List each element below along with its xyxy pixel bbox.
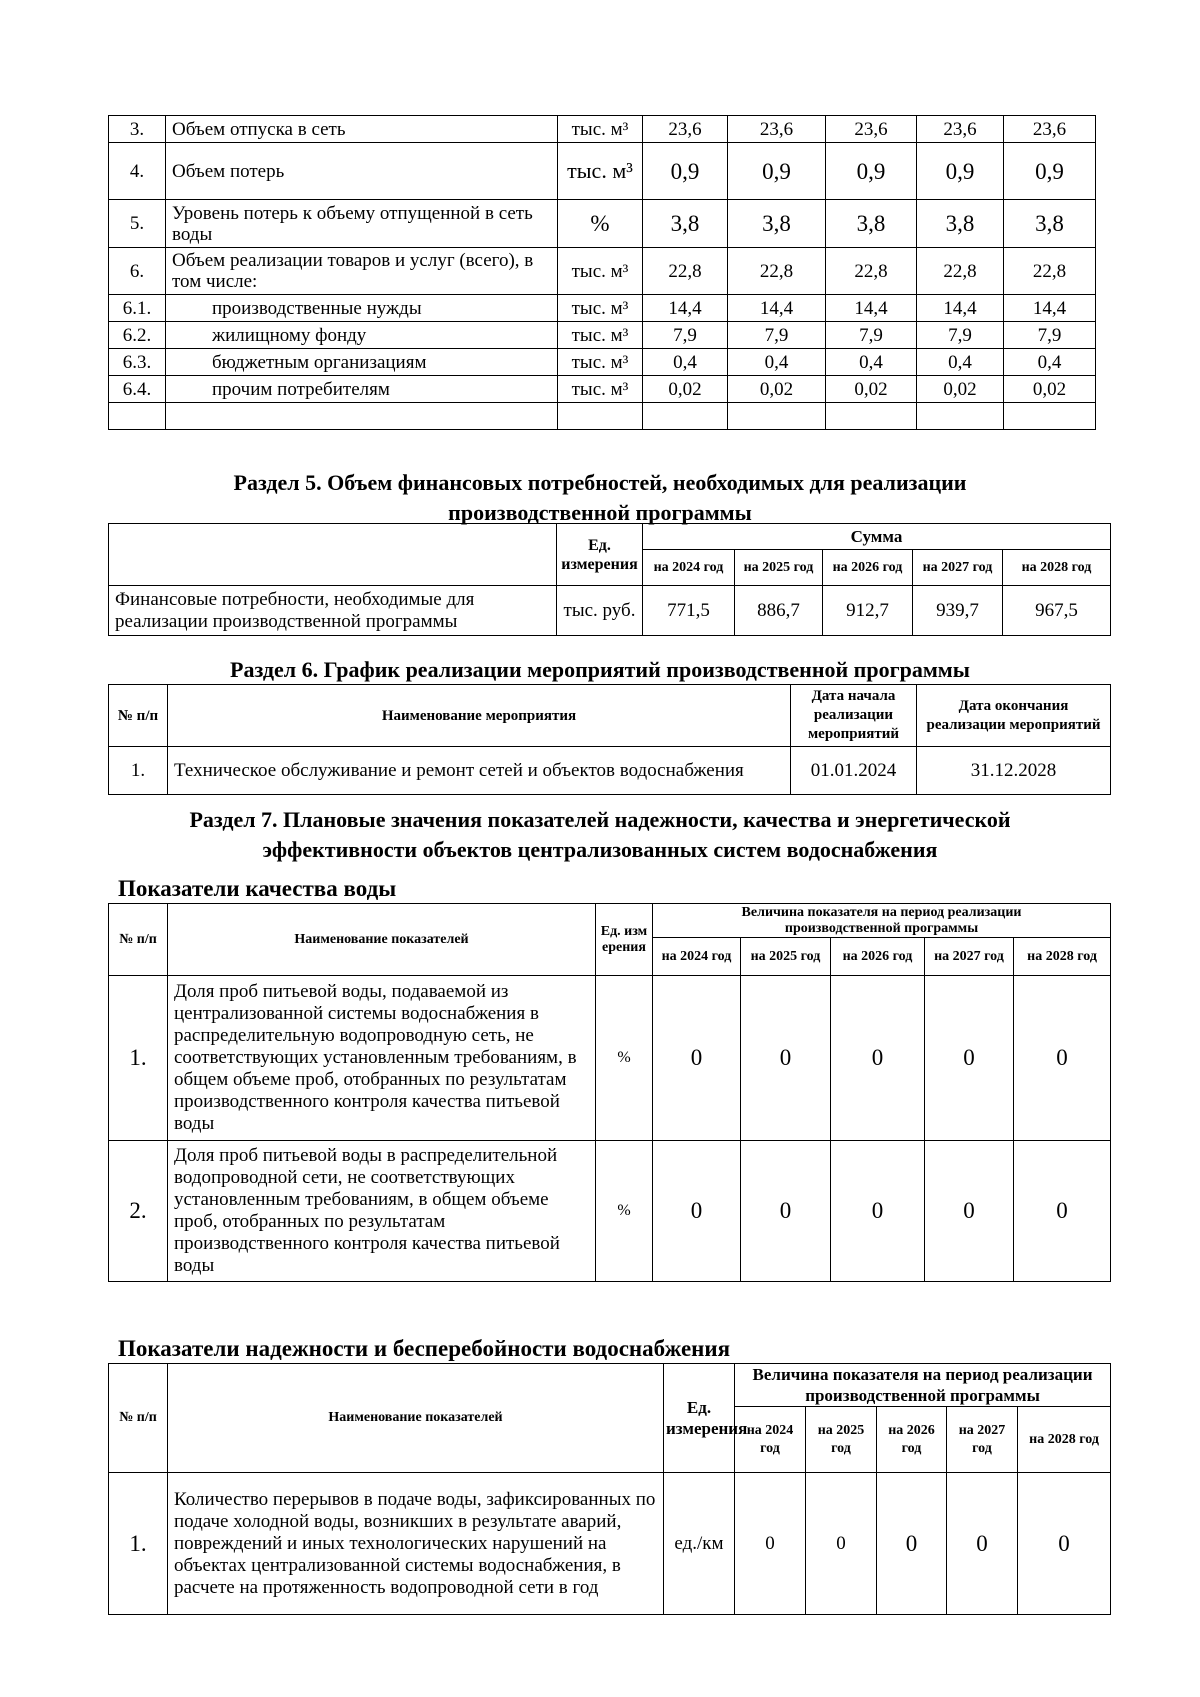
financial-needs-table bbox=[108, 523, 1111, 636]
value-cell: 14,4 bbox=[826, 295, 917, 322]
value-cell: 0 bbox=[741, 976, 831, 1141]
value-cell: 22,8 bbox=[728, 248, 826, 295]
year-header: на 2028 год bbox=[1018, 1407, 1111, 1473]
value-cell: 0 bbox=[831, 1141, 925, 1282]
col-name-header: Наименование показателей bbox=[168, 904, 596, 976]
section5-title bbox=[100, 468, 1100, 528]
row-name: Объем реализации товаров и услуг (всего), в том числе: bbox=[166, 248, 558, 295]
year-header: на 2024 год bbox=[643, 550, 735, 586]
table-row bbox=[109, 143, 1096, 200]
year-header: на 2024 год bbox=[653, 938, 741, 976]
value-cell: 0,9 bbox=[917, 143, 1004, 200]
value-cell: 3,8 bbox=[826, 200, 917, 248]
table-row bbox=[109, 747, 1111, 795]
section5-title-line1: Раздел 5. Объем финансовых потребностей, необходимых для реализации bbox=[233, 470, 967, 495]
table-row bbox=[109, 1141, 1111, 1282]
value-cell: 0 bbox=[741, 1141, 831, 1282]
row-unit: тыс. м³ bbox=[558, 295, 643, 322]
year-header: на 2025 год bbox=[735, 550, 823, 586]
value-cell: 0 bbox=[735, 1473, 806, 1615]
col-start-header: Дата начала реализации мероприятий bbox=[791, 685, 917, 747]
row-name: Доля проб питьевой воды, подаваемой из централизованной системы водоснабжения в распределительную водопроводную сеть, не соответствующих установленным требованиям, в общем объеме проб, отобранных по результатам производственного контроля качества питьевой воды bbox=[168, 976, 596, 1141]
value-cell: 0,02 bbox=[826, 376, 917, 403]
value-cell: 0,4 bbox=[728, 349, 826, 376]
row-name: Объем потерь bbox=[166, 143, 558, 200]
header-row bbox=[109, 524, 1111, 550]
row-number: 1. bbox=[109, 747, 168, 795]
value-cell: 3,8 bbox=[1004, 200, 1096, 248]
row-unit: ед./км bbox=[664, 1473, 735, 1615]
row-unit: тыс. м³ bbox=[558, 143, 643, 200]
col-num-header: № п/п bbox=[109, 685, 168, 747]
value-cell: 14,4 bbox=[643, 295, 728, 322]
value-cell: 7,9 bbox=[826, 322, 917, 349]
row-name: Финансовые потребности, необходимые для реализации производственной программы bbox=[109, 586, 557, 636]
value-cell: 967,5 bbox=[1003, 586, 1111, 636]
value-cell: 0,4 bbox=[643, 349, 728, 376]
year-header: на 2028 год bbox=[1003, 550, 1111, 586]
table-row bbox=[109, 200, 1096, 248]
value-cell: 0,02 bbox=[917, 376, 1004, 403]
year-header: на 2028 год bbox=[1014, 938, 1111, 976]
value-cell: 0 bbox=[947, 1473, 1018, 1615]
value-cell: 0 bbox=[1014, 1141, 1111, 1282]
value-cell: 0,9 bbox=[643, 143, 728, 200]
value-cell: 912,7 bbox=[823, 586, 913, 636]
header-row bbox=[109, 685, 1111, 747]
year-header: на 2026 год bbox=[831, 938, 925, 976]
value-cell: 22,8 bbox=[643, 248, 728, 295]
table-row bbox=[109, 349, 1096, 376]
value-cell: 0 bbox=[653, 976, 741, 1141]
row-unit: тыс. м³ bbox=[558, 116, 643, 143]
water-reliability-table bbox=[108, 1363, 1111, 1615]
value-cell: 0,9 bbox=[1004, 143, 1096, 200]
value-cell: 23,6 bbox=[917, 116, 1004, 143]
row-number: 6.3. bbox=[109, 349, 166, 376]
water-quality-table bbox=[108, 903, 1111, 1282]
row-unit: тыс. м³ bbox=[558, 376, 643, 403]
col-num-header: № п/п bbox=[109, 1364, 168, 1473]
row-name: Количество перерывов в подаче воды, зафиксированных по подаче холодной воды, возникших в результате аварий, повреждений и иных технологических нарушений на объектах централизованной системы водоснабжения, в расчете на протяженность водопроводной сети в год bbox=[168, 1473, 664, 1615]
value-cell: 0 bbox=[831, 976, 925, 1141]
row-name: Доля проб питьевой воды в распределительной водопроводной сети, не соответствующих установленным требованиям, в общем объеме проб, отобранных по результатам производственного контроля качества питьевой воды bbox=[168, 1141, 596, 1282]
production-indicators-table bbox=[108, 115, 1096, 430]
col-num-header: № п/п bbox=[109, 904, 168, 976]
row-number: 1. bbox=[109, 1473, 168, 1615]
value-cell: 23,6 bbox=[643, 116, 728, 143]
header-row bbox=[109, 1364, 1111, 1407]
value-cell: 0,4 bbox=[1004, 349, 1096, 376]
row-unit: % bbox=[596, 1141, 653, 1282]
value-cell: 3,8 bbox=[643, 200, 728, 248]
row-name: Уровень потерь к объему отпущенной в сеть воды bbox=[166, 200, 558, 248]
row-number: 6. bbox=[109, 248, 166, 295]
value-cell: 886,7 bbox=[735, 586, 823, 636]
value-cell: 0,4 bbox=[917, 349, 1004, 376]
row-number: 6.4. bbox=[109, 376, 166, 403]
value-cell: 0 bbox=[877, 1473, 947, 1615]
value-cell: 0 bbox=[806, 1473, 877, 1615]
header-row bbox=[109, 904, 1111, 938]
row-unit: тыс. м³ bbox=[558, 349, 643, 376]
row-number: 6.2. bbox=[109, 322, 166, 349]
value-cell: 0 bbox=[1014, 976, 1111, 1141]
value-cell: 7,9 bbox=[728, 322, 826, 349]
section7-title bbox=[100, 805, 1100, 865]
year-header: на 2026 год bbox=[823, 550, 913, 586]
table-row bbox=[109, 295, 1096, 322]
row-number: 6.1. bbox=[109, 295, 166, 322]
row-name: Объем отпуска в сеть bbox=[166, 116, 558, 143]
value-cell: 7,9 bbox=[917, 322, 1004, 349]
value-cell: 23,6 bbox=[826, 116, 917, 143]
col-name-header: Наименование мероприятия bbox=[168, 685, 791, 747]
row-number: 3. bbox=[109, 116, 166, 143]
year-header: на 2027 год bbox=[925, 938, 1014, 976]
col-end-header: Дата окончания реализации мероприятий bbox=[917, 685, 1111, 747]
row-name: бюджетным организациям bbox=[166, 349, 558, 376]
row-unit: тыс. руб. bbox=[557, 586, 643, 636]
row-name: прочим потребителям bbox=[166, 376, 558, 403]
col-unit-header: Ед. измерения bbox=[596, 904, 653, 976]
row-number: 4. bbox=[109, 143, 166, 200]
row-unit: % bbox=[558, 200, 643, 248]
value-cell: 0 bbox=[925, 976, 1014, 1141]
row-end-date: 31.12.2028 bbox=[917, 747, 1111, 795]
year-header: на 2024 год bbox=[735, 1407, 806, 1473]
value-cell: 14,4 bbox=[917, 295, 1004, 322]
value-cell: 0,02 bbox=[643, 376, 728, 403]
col-name-header: Наименование показателей bbox=[168, 1364, 664, 1473]
col-value-header: Величина показателя на период реализации производственной программы bbox=[735, 1364, 1111, 1407]
section7-title-line2: эффективности объектов централизованных систем водоснабжения bbox=[262, 837, 938, 862]
row-name: Техническое обслуживание и ремонт сетей и объектов водоснабжения bbox=[168, 747, 791, 795]
year-header: на 2027 год bbox=[913, 550, 1003, 586]
value-cell: 23,6 bbox=[728, 116, 826, 143]
row-number: 2. bbox=[109, 1141, 168, 1282]
value-cell: 0 bbox=[653, 1141, 741, 1282]
year-header: на 2026 год bbox=[877, 1407, 947, 1473]
quality-subtitle: Показатели качества воды bbox=[118, 876, 397, 901]
row-name: жилищному фонду bbox=[166, 322, 558, 349]
value-cell: 22,8 bbox=[1004, 248, 1096, 295]
table-row bbox=[109, 1473, 1111, 1615]
value-cell: 22,8 bbox=[917, 248, 1004, 295]
table-row bbox=[109, 376, 1096, 403]
value-cell: 0,4 bbox=[826, 349, 917, 376]
value-cell: 14,4 bbox=[728, 295, 826, 322]
table-row bbox=[109, 322, 1096, 349]
value-cell: 22,8 bbox=[826, 248, 917, 295]
row-number: 5. bbox=[109, 200, 166, 248]
table-row bbox=[109, 976, 1111, 1141]
row-unit: тыс. м³ bbox=[558, 248, 643, 295]
value-cell: 0,9 bbox=[728, 143, 826, 200]
value-cell: 14,4 bbox=[1004, 295, 1096, 322]
unit-header: Ед. измерения bbox=[557, 524, 643, 586]
schedule-table bbox=[108, 684, 1111, 795]
reliability-subtitle: Показатели надежности и бесперебойности водоснабжения bbox=[118, 1336, 731, 1361]
table-row bbox=[109, 248, 1096, 295]
value-cell: 7,9 bbox=[643, 322, 728, 349]
value-cell: 3,8 bbox=[728, 200, 826, 248]
empty-row bbox=[109, 403, 1096, 430]
section6-title: Раздел 6. График реализации мероприятий производственной программы bbox=[230, 657, 970, 682]
year-header: на 2025 год bbox=[741, 938, 831, 976]
year-header: на 2027 год bbox=[947, 1407, 1018, 1473]
col-unit-header: Ед. измерения bbox=[664, 1364, 735, 1473]
row-name: производственные нужды bbox=[166, 295, 558, 322]
value-cell: 23,6 bbox=[1004, 116, 1096, 143]
section7-title-line1: Раздел 7. Плановые значения показателей надежности, качества и энергетической bbox=[189, 807, 1011, 832]
value-cell: 0,02 bbox=[1004, 376, 1096, 403]
row-number: 1. bbox=[109, 976, 168, 1141]
col-value-header: Величина показателя на период реализации производственной программы bbox=[653, 904, 1111, 938]
value-cell: 939,7 bbox=[913, 586, 1003, 636]
value-cell: 0,9 bbox=[826, 143, 917, 200]
row-start-date: 01.01.2024 bbox=[791, 747, 917, 795]
value-cell: 0,02 bbox=[728, 376, 826, 403]
row-unit: тыс. м³ bbox=[558, 322, 643, 349]
value-cell: 771,5 bbox=[643, 586, 735, 636]
value-cell: 0 bbox=[1018, 1473, 1111, 1615]
section5-title-line2: производственной программы bbox=[448, 500, 752, 525]
value-cell: 0 bbox=[925, 1141, 1014, 1282]
year-header: на 2025 год bbox=[806, 1407, 877, 1473]
table-row bbox=[109, 116, 1096, 143]
value-cell: 3,8 bbox=[917, 200, 1004, 248]
value-cell: 7,9 bbox=[1004, 322, 1096, 349]
sum-header: Сумма bbox=[643, 524, 1111, 550]
row-unit: % bbox=[596, 976, 653, 1141]
table-row bbox=[109, 586, 1111, 636]
